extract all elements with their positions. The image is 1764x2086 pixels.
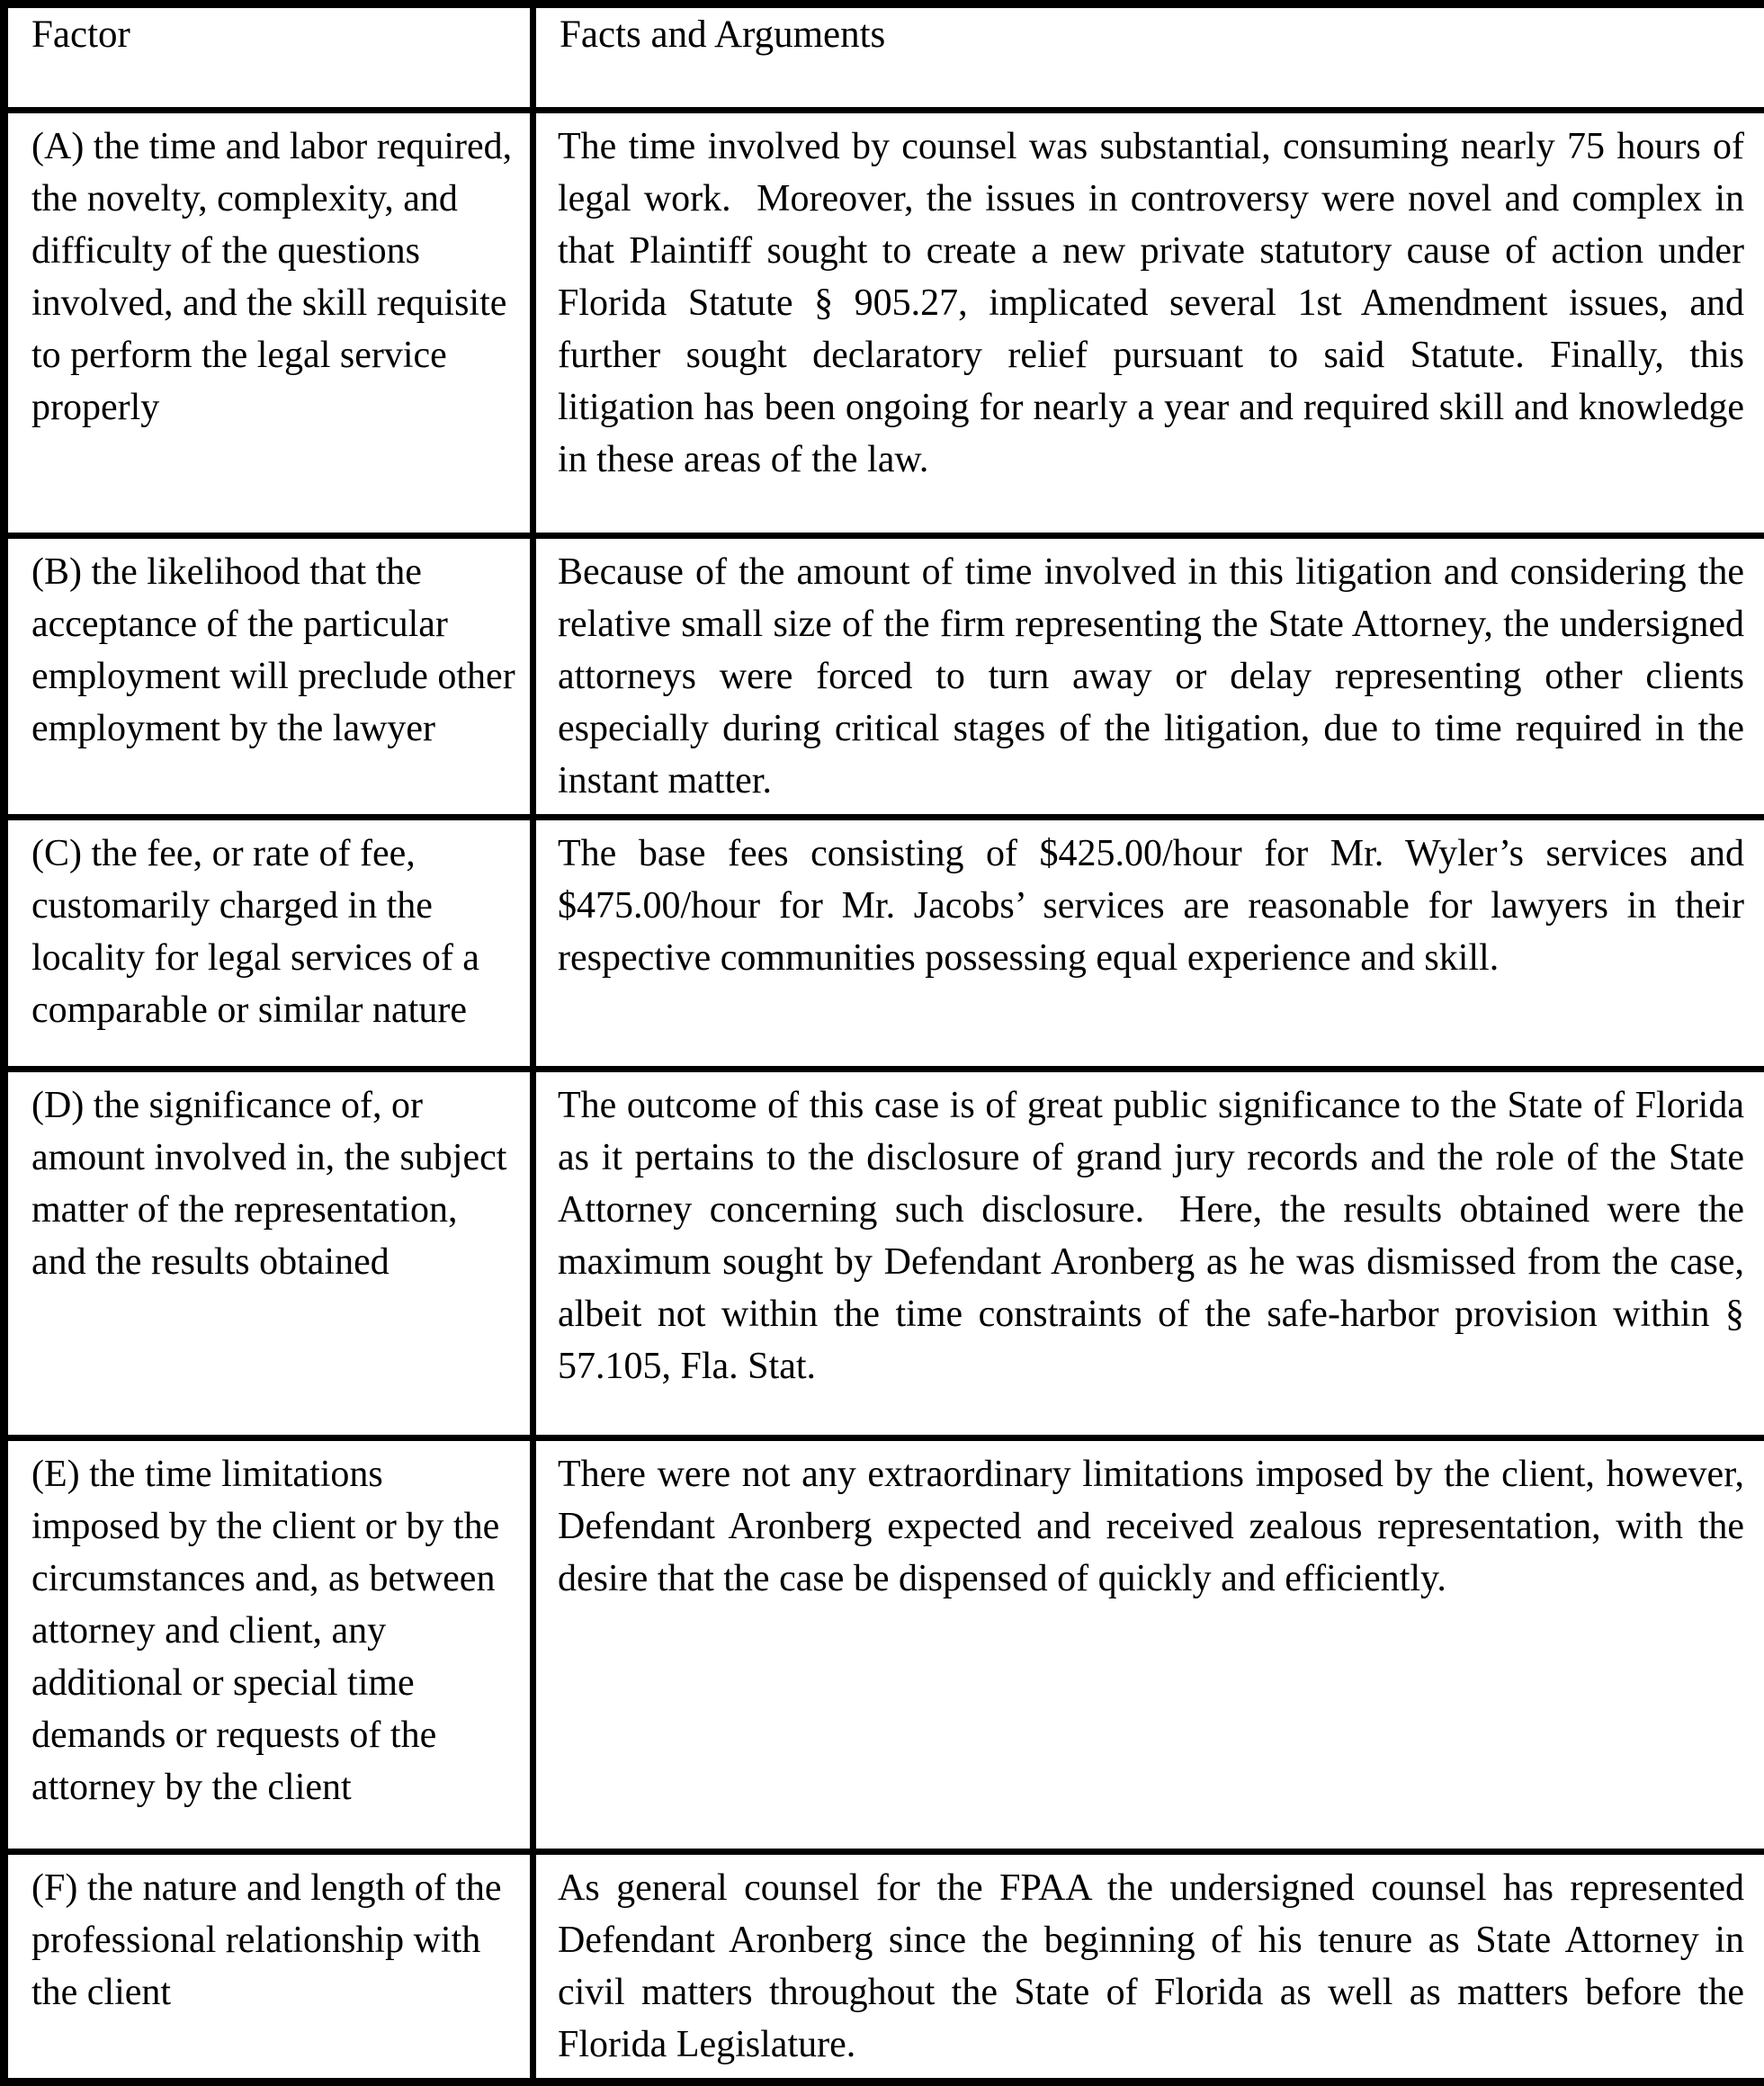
table-row-c: [4, 818, 1764, 1070]
facts-cell-f: As general counsel for the FPAA the undersigned counsel has represented Defendant Aronberg since the beginning of his tenure as State Attorney in civil matters throughout the State of Florida as well as matters before the Florida Legislature.: [533, 1852, 1764, 2082]
facts-cell-b: Because of the amount of time involved in this litigation and considering the relative small size of the firm representing the State Attorney, the undersigned attorneys were forced to turn away or delay representing other clients especially during critical stages of the litigation, due to time required in the instant matter.: [533, 536, 1764, 818]
table-row-f: [4, 1852, 1764, 2082]
table-row-d: [4, 1070, 1764, 1438]
factor-cell-b: (B) the likelihood that the acceptance of the particular employment will preclude other employment by the lawyer: [4, 536, 533, 818]
table-row-a: [4, 111, 1764, 536]
facts-cell-c: The base fees consisting of $425.00/hour for Mr. Wyler’s services and $475.00/hour for Mr. Jacobs’ services are reasonable for lawyers in their respective communities possessing equal experience and skill.: [533, 818, 1764, 1070]
facts-column-header: Facts and Arguments: [533, 4, 1764, 111]
factor-cell-c: (C) the fee, or rate of fee, customarily charged in the locality for legal services of a comparable or similar nature: [4, 818, 533, 1070]
factor-cell-d: (D) the significance of, or amount involved in, the subject matter of the representation, and the results obtained: [4, 1070, 533, 1438]
factor-column-header: Factor: [4, 4, 533, 111]
factor-cell-f: (F) the nature and length of the professional relationship with the client: [4, 1852, 533, 2082]
factor-cell-e: (E) the time limitations imposed by the client or by the circumstances and, as between attorney and client, any additional or special time demands or requests of the attorney by the client: [4, 1438, 533, 1852]
facts-cell-e: There were not any extraordinary limitations imposed by the client, however, Defendant Aronberg expected and received zealous representation, with the desire that the case be dispensed of quickly and efficiently.: [533, 1438, 1764, 1852]
facts-cell-a: The time involved by counsel was substantial, consuming nearly 75 hours of legal work. Moreover, the issues in controversy were novel and complex in that Plaintiff sought to create a new private statutory cause of action under Florida Statute § 905.27, implicated several 1st Amendment issues, and further sought declaratory relief pursuant to said Statute. Finally, this litigation has been ongoing for nearly a year and required skill and knowledge in these areas of the law.: [533, 111, 1764, 536]
table-header-row: [4, 4, 1764, 111]
facts-cell-d: The outcome of this case is of great public significance to the State of Florida as it pertains to the disclosure of grand jury records and the role of the State Attorney concerning such disclosure. Here, the results obtained were the maximum sought by Defendant Aronberg as he was dismissed from the case, albeit not within the time constraints of the safe-harbor provision within § 57.105, Fla. Stat.: [533, 1070, 1764, 1438]
factor-cell-a: (A) the time and labor required, the novelty, complexity, and difficulty of the questions involved, and the skill requisite to perform the legal service properly: [4, 111, 533, 536]
table-row-b: [4, 536, 1764, 818]
table-row-e: [4, 1438, 1764, 1852]
